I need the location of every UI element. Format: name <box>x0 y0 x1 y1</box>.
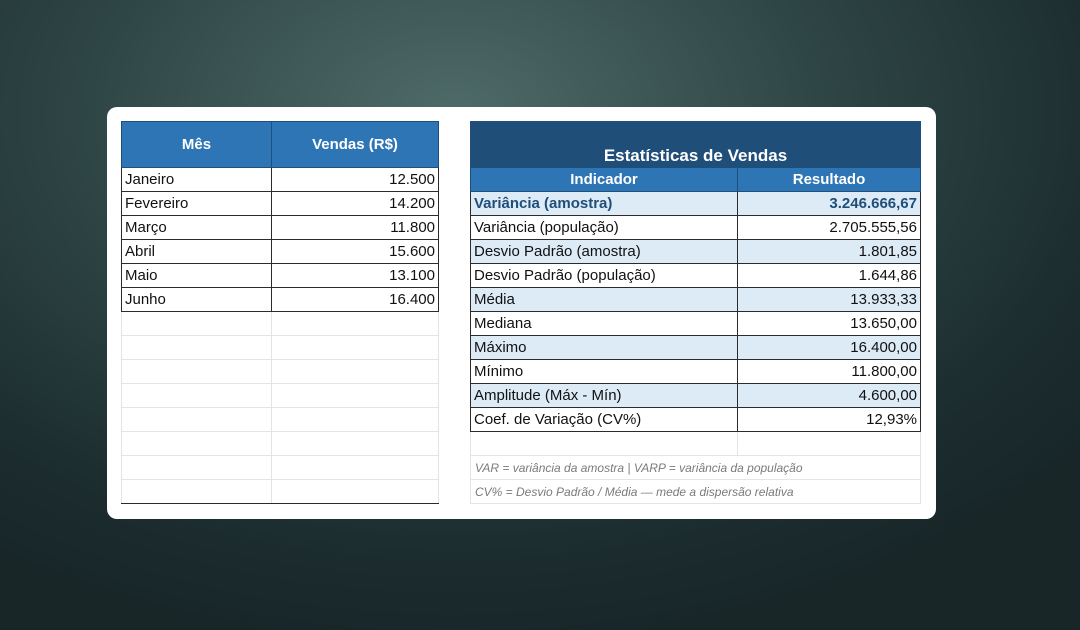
result-cell[interactable]: 4.600,00 <box>738 384 921 408</box>
empty-row <box>122 336 439 360</box>
stats-header-row <box>471 168 921 192</box>
sales-cell[interactable]: 14.200 <box>272 192 439 216</box>
empty-cell[interactable] <box>122 408 272 432</box>
empty-cell[interactable] <box>122 480 272 504</box>
month-cell[interactable]: Fevereiro <box>122 192 272 216</box>
result-cell[interactable]: 2.705.555,56 <box>738 216 921 240</box>
result-cell[interactable]: 1.801,85 <box>738 240 921 264</box>
indicator-cell[interactable]: Desvio Padrão (amostra) <box>471 240 738 264</box>
empty-row <box>122 432 439 456</box>
result-cell[interactable]: 11.800,00 <box>738 360 921 384</box>
empty-cell[interactable] <box>272 384 439 408</box>
empty-cell[interactable] <box>122 360 272 384</box>
empty-row <box>122 360 439 384</box>
table-row <box>471 264 921 288</box>
result-cell[interactable]: 13.933,33 <box>738 288 921 312</box>
stats-title-row <box>471 122 921 168</box>
table-row <box>471 336 921 360</box>
header-month[interactable]: Mês <box>122 122 272 168</box>
result-cell[interactable]: 3.246.666,67 <box>738 192 921 216</box>
indicator-cell[interactable]: Desvio Padrão (população) <box>471 264 738 288</box>
indicator-cell[interactable]: Máximo <box>471 336 738 360</box>
table-row <box>471 384 921 408</box>
result-cell[interactable]: 1.644,86 <box>738 264 921 288</box>
note-row <box>471 456 921 480</box>
table-row <box>122 288 439 312</box>
month-cell[interactable]: Junho <box>122 288 272 312</box>
stats-title[interactable]: Estatísticas de Vendas <box>471 122 921 168</box>
header-indicator[interactable]: Indicador <box>471 168 738 192</box>
spreadsheet-card <box>107 107 936 519</box>
empty-cell[interactable] <box>122 384 272 408</box>
table-row <box>122 192 439 216</box>
header-result[interactable]: Resultado <box>738 168 921 192</box>
table-row <box>122 216 439 240</box>
note-var-varp[interactable]: VAR = variância da amostra | VARP = variância da população <box>471 456 921 480</box>
month-cell[interactable]: Março <box>122 216 272 240</box>
empty-row <box>122 480 439 504</box>
sales-cell[interactable]: 12.500 <box>272 168 439 192</box>
empty-cell[interactable] <box>272 336 439 360</box>
header-sales[interactable]: Vendas (R$) <box>272 122 439 168</box>
indicator-cell[interactable]: Mínimo <box>471 360 738 384</box>
table-row <box>471 240 921 264</box>
note-cv[interactable]: CV% = Desvio Padrão / Média — mede a dispersão relativa <box>471 480 921 504</box>
empty-cell[interactable] <box>272 312 439 336</box>
month-cell[interactable]: Janeiro <box>122 168 272 192</box>
stats-table <box>470 121 921 504</box>
table-row <box>122 264 439 288</box>
sales-header-row <box>122 122 439 168</box>
sales-cell[interactable]: 13.100 <box>272 264 439 288</box>
empty-cell[interactable] <box>272 432 439 456</box>
empty-cell[interactable] <box>122 312 272 336</box>
empty-row <box>122 312 439 336</box>
result-cell[interactable]: 16.400,00 <box>738 336 921 360</box>
table-row <box>471 408 921 432</box>
table-row <box>122 168 439 192</box>
table-row <box>122 240 439 264</box>
empty-row <box>122 408 439 432</box>
sales-cell[interactable]: 16.400 <box>272 288 439 312</box>
empty-cell[interactable] <box>272 408 439 432</box>
empty-row <box>471 432 921 456</box>
sales-table <box>121 121 439 504</box>
empty-cell[interactable] <box>122 456 272 480</box>
table-row <box>471 288 921 312</box>
result-cell[interactable]: 12,93% <box>738 408 921 432</box>
sales-cell[interactable]: 15.600 <box>272 240 439 264</box>
indicator-cell[interactable]: Coef. de Variação (CV%) <box>471 408 738 432</box>
indicator-cell[interactable]: Amplitude (Máx - Mín) <box>471 384 738 408</box>
table-row <box>471 312 921 336</box>
empty-cell[interactable] <box>471 432 738 456</box>
empty-cell[interactable] <box>272 456 439 480</box>
indicator-cell[interactable]: Variância (população) <box>471 216 738 240</box>
sales-cell[interactable]: 11.800 <box>272 216 439 240</box>
table-row <box>471 192 921 216</box>
indicator-cell[interactable]: Mediana <box>471 312 738 336</box>
empty-cell[interactable] <box>272 360 439 384</box>
empty-cell[interactable] <box>272 480 439 504</box>
month-cell[interactable]: Maio <box>122 264 272 288</box>
result-cell[interactable]: 13.650,00 <box>738 312 921 336</box>
empty-cell[interactable] <box>738 432 921 456</box>
table-row <box>471 216 921 240</box>
empty-row <box>122 456 439 480</box>
empty-cell[interactable] <box>122 432 272 456</box>
table-row <box>471 360 921 384</box>
empty-row <box>122 384 439 408</box>
indicator-cell[interactable]: Variância (amostra) <box>471 192 738 216</box>
note-row <box>471 480 921 504</box>
month-cell[interactable]: Abril <box>122 240 272 264</box>
indicator-cell[interactable]: Média <box>471 288 738 312</box>
empty-cell[interactable] <box>122 336 272 360</box>
